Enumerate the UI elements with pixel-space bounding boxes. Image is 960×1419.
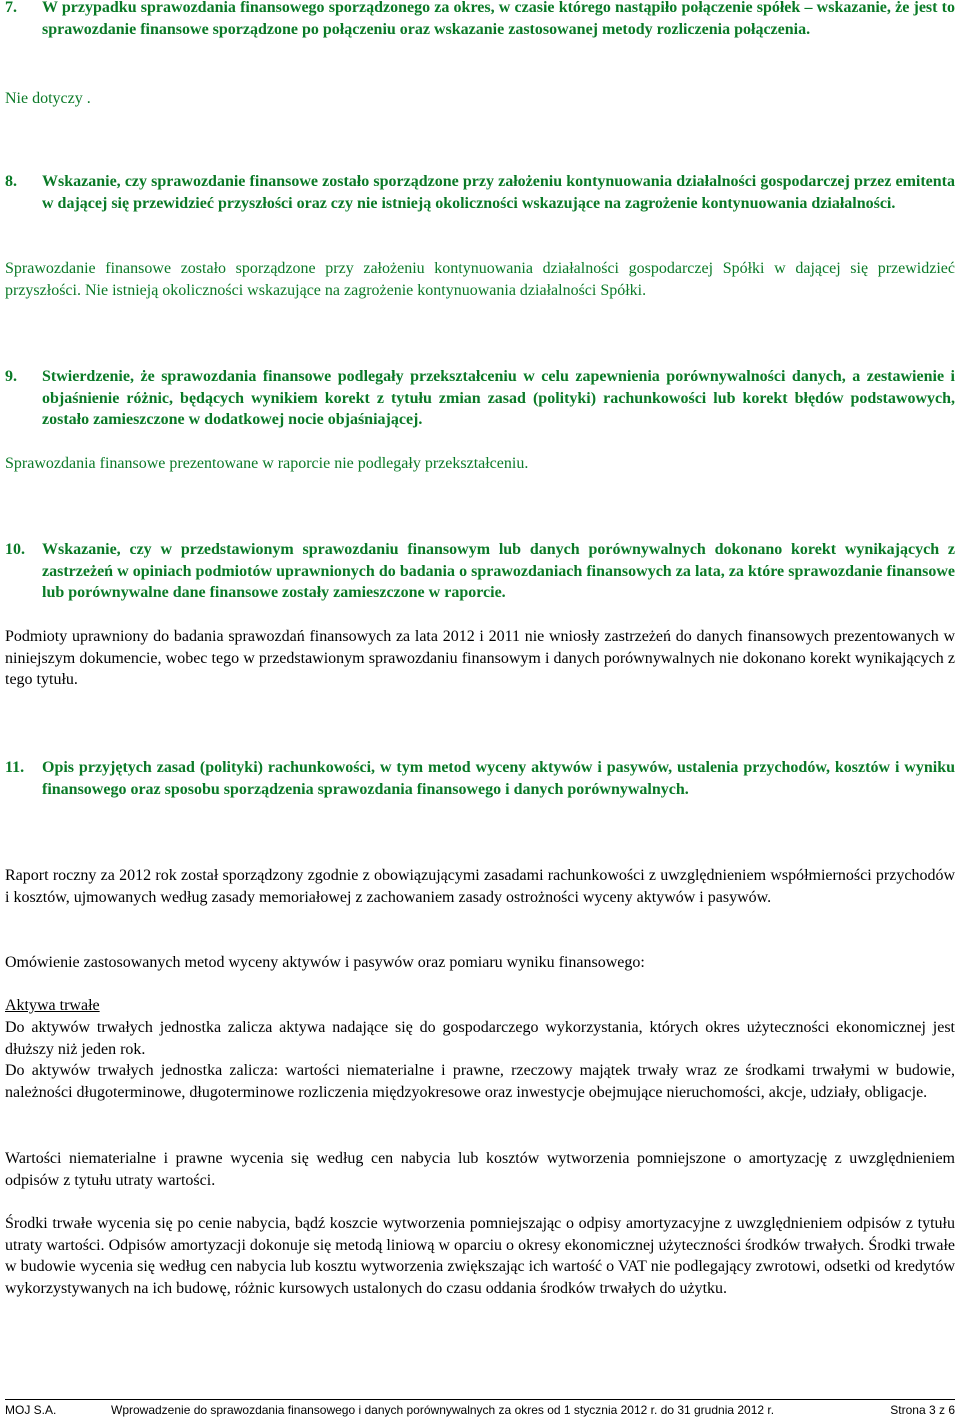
page-footer xyxy=(5,1399,955,1418)
section-heading-text: Wskazanie, czy sprawozdanie finansowe zostało sporządzone przy założeniu kontynuowania działalności gospodarczej przez emitenta w dającej się przewidzieć przyszłości oraz czy nie istnieją okoliczności wskazujące na zagrożenie kontynuowania działalności. xyxy=(42,173,955,212)
section-number: 9. xyxy=(5,368,17,385)
footer-page-number: Strona 3 z 6 xyxy=(890,1403,955,1417)
section-11-paragraph-6: Środki trwałe wycenia się po cenie nabycia, bądź koszcie wytworzenia pomniejszając o odpisy amortyzacyjne z uwzględnieniem odpisów z tytułu utraty wartości. Odpisów amortyzacji dokonuje się metodą liniową w oparciu o okresy ekonomicznej użyteczności środków trwałych. Środki trwałe w budowie wycenia się według cen nabycia lub kosztu wytworzenia zwiększając ich wartość o VAT nie podlegający zwrotowi, odsetki od kredytów wykorzystywanych na ich budowę, różnic kursowych ustalonych do czasu oddania środków trwałych do użytku. xyxy=(5,1215,955,1297)
footer-company: MOJ S.A. xyxy=(5,1403,57,1417)
section-11-paragraph-2: Omówienie zastosowanych metod wyceny aktywów i pasywów oraz pomiaru wyniku finansowego: xyxy=(5,954,645,971)
section-11-paragraph-1: Raport roczny za 2012 rok został sporządzony zgodnie z obowiązującymi zasadami rachunkowości z uwzględnieniem współmierności przychodów i kosztów, ujmowanych według zasady memoriałowej z zachowaniem zasady ostrożności wyceny aktywów i pasywów. xyxy=(5,867,955,906)
section-11-paragraph-5: Wartości niematerialne i prawne wycenia się według cen nabycia lub kosztów wytworzenia pomniejszone o amortyzację z uwzględnieniem odpisów z tytułu utraty wartości. xyxy=(5,1150,955,1189)
section-number: 10. xyxy=(5,541,25,558)
footer-title: Wprowadzenie do sprawozdania finansowego i danych porównywalnych za okres od 1 stycznia 2012 r. do 31 grudnia 2012 r. xyxy=(111,1403,775,1417)
section-heading-text: Wskazanie, czy w przedstawionym sprawozdaniu finansowym lub danych porównywalnych dokonano korekt wynikających z zastrzeżeń w opiniach podmiotów uprawnionych do badania o sprawozdaniach finansowych za lata, za które sprawozdanie finansowe lub porównywalne dane finansowe zostały zamieszczone w raporcie. xyxy=(42,541,955,601)
section-8-body: Sprawozdanie finansowe zostało sporządzone przy założeniu kontynuowania działalności gospodarczej Spółki w dającej się przewidzieć przyszłości. Nie istnieją okoliczności wskazujące na zagrożenie kontynuowania działalności Spółki. xyxy=(5,260,955,299)
section-heading-text: Opis przyjętych zasad (polityki) rachunkowości, w tym metod wyceny aktywów i pasywów, ustalenia przychodów, kosztów i wyniku finansowego oraz sposobu sporządzenia sprawozdania finansowego i danych porównywalnych. xyxy=(42,759,955,798)
section-9-body: Sprawozdania finansowe prezentowane w raporcie nie podlegały przekształceniu. xyxy=(5,455,529,472)
section-7-heading xyxy=(5,0,955,40)
section-10-heading xyxy=(5,539,955,604)
section-9-heading xyxy=(5,366,955,431)
section-number: 11. xyxy=(5,759,25,776)
section-number: 8. xyxy=(5,173,17,190)
section-11-heading xyxy=(5,757,955,800)
section-7-body: Nie dotyczy . xyxy=(5,90,91,107)
section-11-paragraph-3: Do aktywów trwałych jednostka zalicza aktywa nadające się do gospodarczego wykorzystania, których okres użyteczności ekonomicznej jest dłuższy niż jeden rok. xyxy=(5,1019,955,1058)
section-number: 7. xyxy=(5,0,17,16)
section-10-body: Podmioty uprawniony do badania sprawozdań finansowych za lata 2012 i 2011 nie wniosły zastrzeżeń do danych finansowych prezentowanych w niniejszym dokumencie, wobec tego w przedstawionym sprawozdaniu finansowym i danych porównywalnych nie dokonano korekt wynikających z tego tytułu. xyxy=(5,628,955,688)
aktywa-trwale-subheading: Aktywa trwałe xyxy=(5,997,100,1014)
section-heading-text: Stwierdzenie, że sprawozdania finansowe podlegały przekształceniu w celu zapewnienia porównywalności danych, a zestawienie i objaśnienie różnic, będących wynikiem korekt z tytułu zmian zasad (polityki) rachunkowości lub korekt błędów podstawowych, zostało zamieszczone w dodatkowej nocie objaśniającej. xyxy=(42,368,955,428)
section-8-heading xyxy=(5,171,955,214)
section-heading-text: W przypadku sprawozdania finansowego sporządzonego za okres, w czasie którego nastąpiło połączenie spółek – wskazanie, że jest to sprawozdanie finansowe sporządzone po połączeniu oraz wskazanie zastosowanej metody rozliczenia połączenia. xyxy=(42,0,955,38)
section-11-paragraph-4: Do aktywów trwałych jednostka zalicza: wartości niematerialne i prawne, rzeczowy majątek trwały wraz ze środkami trwałymi w budowie, należności długoterminowe, długoterminowe rozliczenia międzyokresowe oraz inwestycje obejmujące nieruchomości, akcje, udziały, obligacje. xyxy=(5,1062,955,1101)
